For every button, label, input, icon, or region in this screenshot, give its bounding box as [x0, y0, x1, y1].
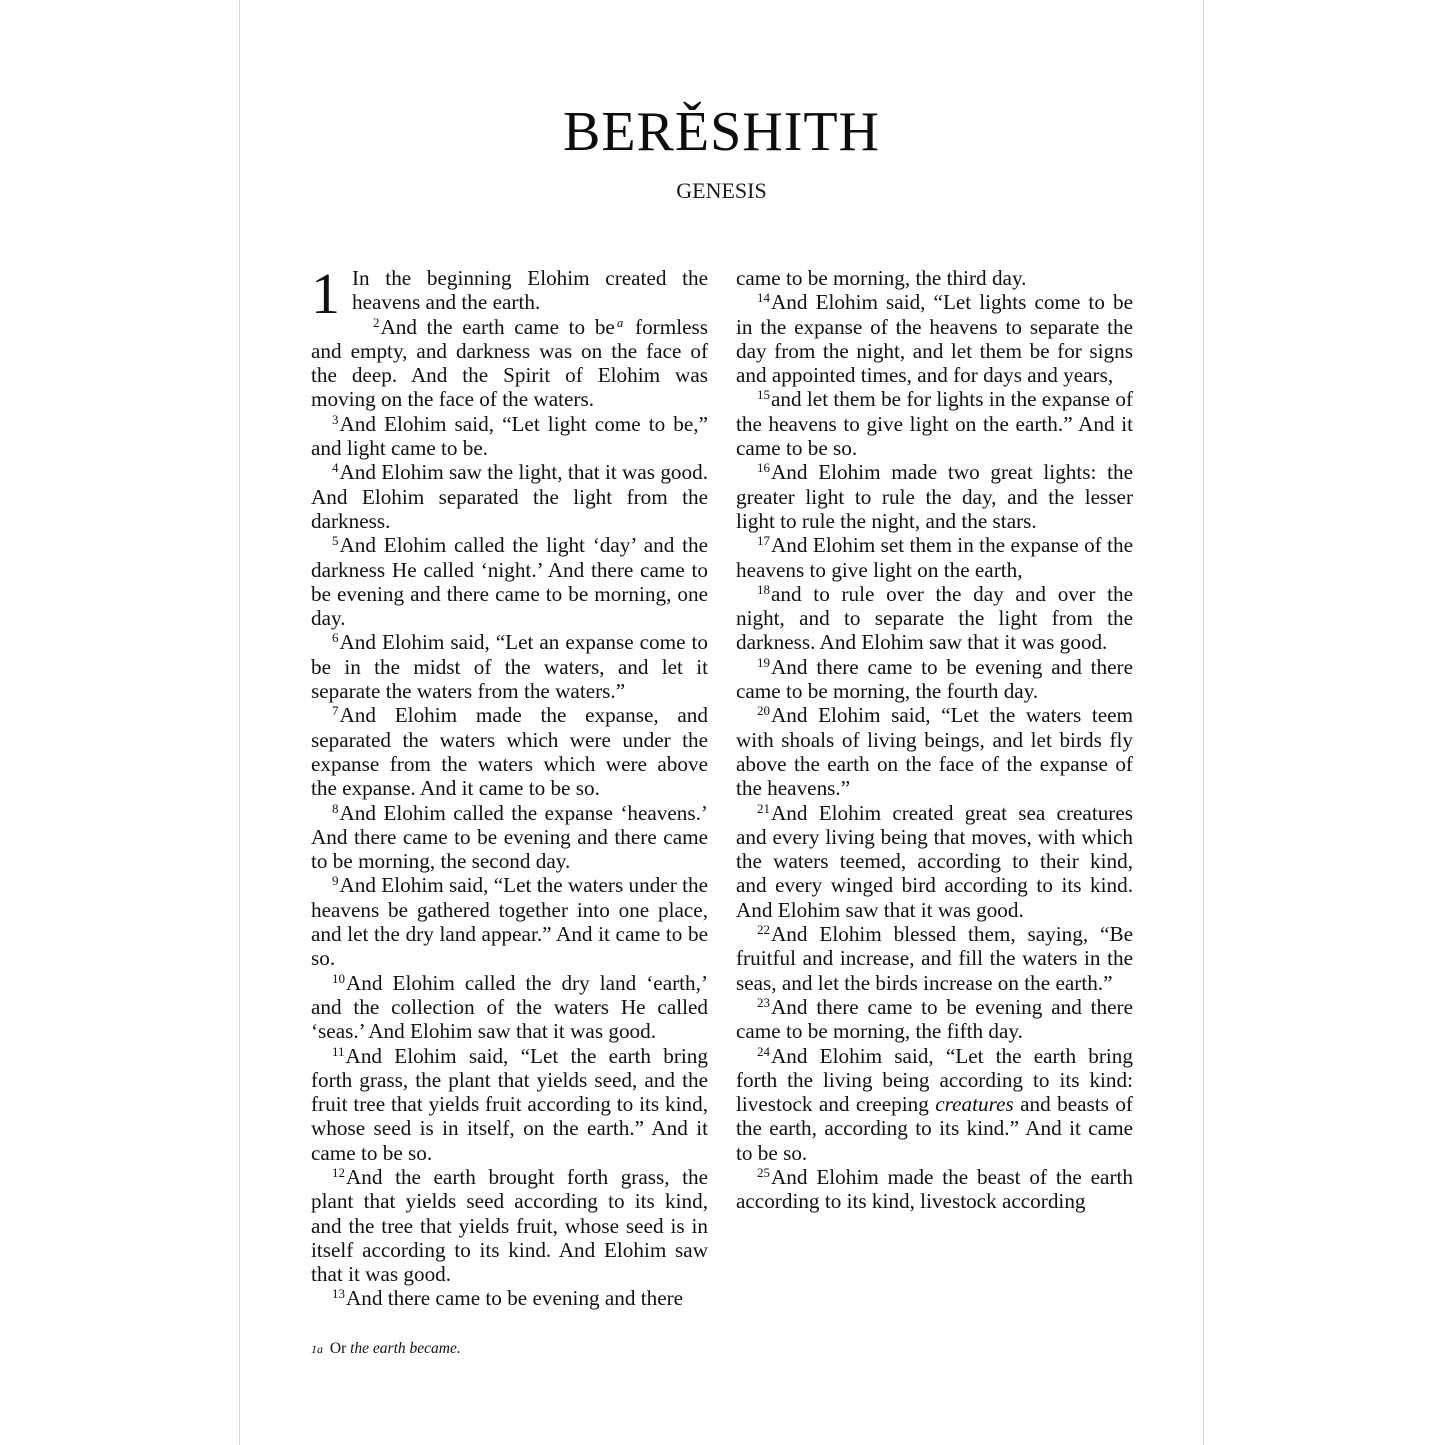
bible-page	[239, 0, 1204, 1445]
verse-number: 5	[332, 533, 339, 549]
verse-body: and beasts of the earth, according to its kind.” And it came to be so.	[736, 1092, 1133, 1165]
verse-22	[736, 922, 1133, 995]
verse-body: And Elohim made two great lights: the greater light to rule the day, and the lesser light to rule the night, and the stars.	[736, 460, 1133, 533]
verse-number: 16	[757, 460, 770, 476]
verse-body: And Elohim said, “Let lights come to be in the expanse of the heavens to separate the day from the night, and let them be for signs and appointed times, and for days and years,	[736, 290, 1133, 388]
verse-body: And there came to be evening and there	[346, 1286, 684, 1311]
verse-number: 22	[757, 922, 770, 938]
verse-body: And there came to be evening and there came to be morning, the fourth day.	[736, 654, 1133, 704]
verse-body: And Elohim called the light ‘day’ and the darkness He called ‘night.’ And there came to be evening and there came to be morning, one day.	[311, 533, 708, 631]
verse-number: 14	[757, 290, 770, 306]
verse-25	[736, 1165, 1133, 1214]
verse-text	[736, 266, 1133, 290]
verse-body: And there came to be evening and there came to be morning, the fifth day.	[736, 994, 1133, 1044]
verse-body: And Elohim created great sea creatures and every living being that moves, with which the waters teemed, according to their kind, and every winged bird according to its kind. And Elohim saw that it was good.	[736, 800, 1133, 922]
verse-body: And Elohim said, “Let the waters under the heavens be gathered together into one place, and let the dry land appear.” And it came to be so.	[311, 873, 708, 971]
verse-24	[736, 1044, 1133, 1165]
verse-18	[736, 582, 1133, 655]
verse-10	[311, 971, 708, 1044]
verse-body: And Elohim said, “Let the earth bring forth the living being according to its kind: livestock and creeping	[736, 1043, 1133, 1117]
verse-number: 3	[332, 411, 339, 427]
verse-number: 15	[757, 387, 770, 403]
verse-body: And Elohim made the expanse, and separated the waters which were under the expanse from the waters which were above the expanse. And it came to be so.	[311, 703, 708, 801]
verse-number: 23	[757, 994, 770, 1010]
verse-number: 8	[332, 800, 339, 816]
verse-number: 11	[332, 1043, 345, 1059]
verse-11	[311, 1044, 708, 1165]
text-column-left	[311, 261, 709, 1311]
verse-17	[736, 533, 1133, 582]
verse-number: 20	[757, 703, 770, 719]
verse-13	[311, 1286, 708, 1310]
verse-number: 12	[332, 1164, 345, 1180]
footnote-text: Or	[329, 1340, 347, 1357]
book-title: BERĚSHITH	[563, 101, 880, 163]
verse-body: and to rule over the day and over the night, and to separate the light from the darkness. And Elohim saw that it was good.	[736, 581, 1133, 655]
verse-5	[311, 533, 708, 630]
verse-number: 24	[757, 1043, 770, 1059]
verse-8	[311, 801, 708, 874]
verse-number: 6	[332, 630, 339, 646]
verse-19	[736, 655, 1133, 704]
verse-number: 4	[332, 460, 339, 476]
verse-number: 19	[757, 654, 770, 670]
verse-body: And Elohim set them in the expanse of the heavens to give light on the earth,	[736, 533, 1133, 582]
verse-number: 2	[373, 314, 380, 330]
verse-number: 18	[757, 581, 770, 597]
verse-3	[311, 412, 708, 461]
footnote	[311, 1339, 461, 1359]
verse-14	[736, 290, 1133, 387]
verse-number: 25	[757, 1164, 770, 1180]
verse-7	[311, 703, 708, 800]
verse-body: And Elohim said, “Let the earth bring forth grass, the plant that yields seed, and the fruit tree that yields fruit according to its kind, whose seed is in itself, on the earth.” And it came to be so.	[311, 1043, 708, 1165]
verse-2	[311, 315, 708, 412]
verse-body: And Elohim called the expanse ‘heavens.’ And there came to be evening and there came to be morning, the second day.	[311, 800, 708, 874]
verse-body: and let them be for lights in the expanse of the heavens to give light on the earth.” And it came to be so.	[736, 387, 1133, 461]
verse-body: And Elohim made the beast of the earth according to its kind, livestock according	[736, 1164, 1133, 1214]
verse-12	[311, 1165, 708, 1286]
verse-body: And Elohim saw the light, that it was good. And Elohim separated the light from the darkness.	[311, 460, 708, 533]
verse-body: And Elohim said, “Let an expanse come to be in the midst of the waters, and let it separate the waters from the waters.”	[311, 630, 708, 704]
footnote-ref: 1a	[311, 1342, 323, 1356]
verse-text	[311, 261, 708, 326]
verse-number: 21	[757, 800, 770, 816]
verse-body: came to be morning, the third day.	[736, 266, 1027, 290]
verse-23	[736, 995, 1133, 1044]
verse-italic: creatures	[935, 1092, 1014, 1117]
verse-number: 7	[332, 703, 339, 719]
verse-body: In the beginning Elohim created the heavens and the earth.	[352, 266, 708, 315]
verse-body: And Elohim blessed them, saying, “Be fruitful and increase, and fill the waters in the seas, and let the birds increase on the earth.”	[736, 922, 1133, 995]
verse-number: 17	[757, 533, 770, 549]
verse-body: And Elohim said, “Let light come to be,” and light came to be.	[311, 411, 708, 461]
verse-20	[736, 703, 1133, 800]
verse-body: formless and empty, and darkness was on the face of the deep. And the Spirit of Elohim was moving on the face of the waters.	[311, 314, 709, 412]
verse-body: And Elohim said, “Let the waters teem with shoals of living beings, and let birds fly above the earth on the face of the expanse of the heavens.”	[736, 703, 1133, 801]
verse-body: And Elohim called the dry land ‘earth,’ and the collection of the waters He called ‘seas.’ And Elohim saw that it was good.	[311, 970, 708, 1044]
verse-6	[311, 630, 708, 703]
chapter-number: 1	[311, 261, 340, 326]
verse-body: And the earth brought forth grass, the plant that yields seed according to its kind, and the tree that yields fruit, whose seed is in itself according to its kind. And Elohim saw that it was good.	[311, 1164, 708, 1287]
verse-21	[736, 801, 1133, 922]
text-column-right	[736, 266, 1133, 1214]
verse-body: And the earth came to be	[380, 314, 615, 339]
verse-9	[311, 873, 708, 970]
verse-number: 9	[332, 873, 339, 889]
verse-15	[736, 387, 1133, 460]
book-subtitle: GENESIS	[676, 178, 767, 203]
verse-number: 10	[332, 970, 345, 986]
verse-number: 13	[332, 1286, 345, 1302]
verse-16	[736, 460, 1133, 533]
footnote-marker[interactable]: a	[616, 314, 624, 330]
verse-4	[311, 460, 708, 533]
footnote-italic: the earth became.	[350, 1340, 461, 1357]
